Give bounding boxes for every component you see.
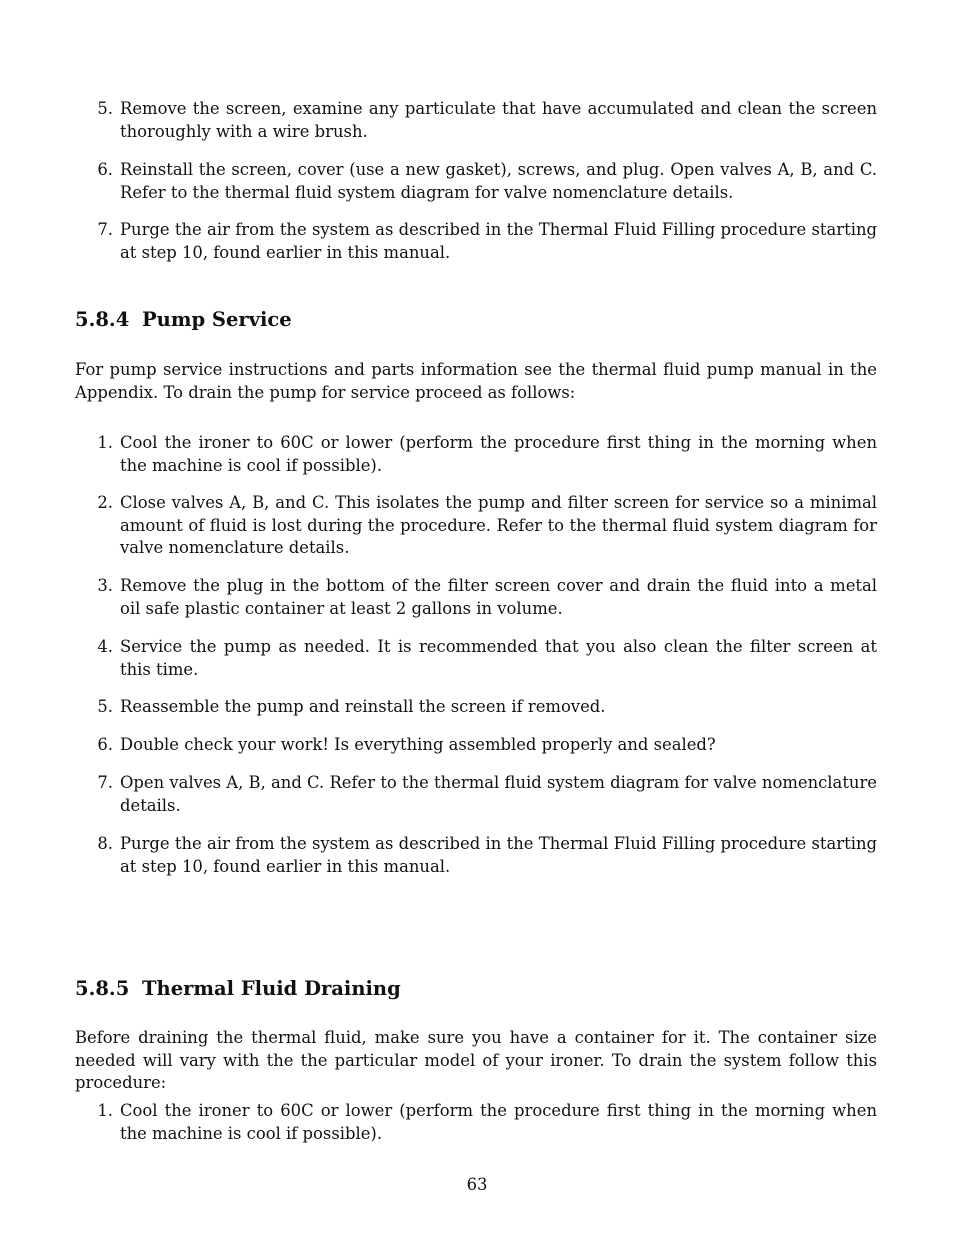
list-item-number: 2. (97, 493, 113, 512)
list-item-text: Reinstall the screen, cover (use a new gasket), screws, and plug. Open valves A, B, and C. Refer to the thermal fluid system diagram for valve nomenclature details. (120, 160, 877, 202)
list-item (75, 636, 877, 681)
list-item-number: 4. (97, 637, 113, 656)
section-intro-paragraph: For pump service instructions and parts information see the thermal fluid pump manual in the Appendix. To drain the pump for service proceed as follows: (75, 360, 877, 402)
list-item (75, 833, 877, 878)
list-item-number: 3. (97, 576, 113, 595)
list-item-number: 7. (97, 220, 113, 239)
list-item-number: 6. (97, 160, 113, 179)
list-item-number: 6. (97, 735, 113, 754)
list-item (75, 1100, 877, 1145)
list-item-text: Purge the air from the system as described in the Thermal Fluid Filling procedure starting at step 10, found earlier in this manual. (120, 834, 877, 876)
list-item-text: Open valves A, B, and C. Refer to the thermal fluid system diagram for valve nomenclature details. (120, 773, 877, 815)
list-item (75, 772, 877, 817)
list-item-text: Reassemble the pump and reinstall the screen if removed. (120, 697, 606, 716)
section-heading-thermal-fluid-draining (75, 977, 877, 1001)
section-number: 5.8.5 (75, 977, 130, 1000)
list-item (75, 734, 877, 757)
list-item-text: Close valves A, B, and C. This isolates the pump and filter screen for service so a minimal amount of fluid is lost during the procedure. Refer to the thermal fluid system diagram for valve nomenclature details. (120, 493, 877, 558)
list-item-number: 5. (97, 99, 113, 118)
list-item (75, 575, 877, 620)
page-number: 63 (466, 1175, 488, 1194)
list-item-number: 8. (97, 834, 113, 853)
list-item (75, 492, 877, 560)
section-heading-pump-service (75, 308, 877, 332)
section-intro-paragraph: Before draining the thermal fluid, make sure you have a container for it. The container size needed will vary with the the particular model of your ironer. To drain the system follow this procedure: (75, 1028, 877, 1093)
list-item-text: Remove the plug in the bottom of the filter screen cover and drain the fluid into a metal oil safe plastic container at least 2 gallons in volume. (120, 576, 877, 618)
section-title: Thermal Fluid Draining (142, 977, 401, 1000)
list-item-number: 1. (97, 1101, 113, 1120)
list-item-text: Service the pump as needed. It is recommended that you also clean the filter screen at this time. (120, 637, 877, 679)
list-item (75, 219, 877, 264)
list-item-number: 7. (97, 773, 113, 792)
list-item-text: Cool the ironer to 60C or lower (perform the procedure first thing in the morning when the machine is cool if possible). (120, 433, 877, 475)
list-item (75, 432, 877, 477)
document-page (75, 0, 877, 1235)
list-item (75, 696, 877, 719)
list-item (75, 98, 877, 143)
list-item-text: Purge the air from the system as described in the Thermal Fluid Filling procedure starting at step 10, found earlier in this manual. (120, 220, 877, 262)
list-item-text: Double check your work! Is everything assembled properly and sealed? (120, 735, 716, 754)
list-item-text: Remove the screen, examine any particulate that have accumulated and clean the screen thoroughly with a wire brush. (120, 99, 877, 141)
section-title: Pump Service (142, 308, 292, 331)
section-number: 5.8.4 (75, 308, 130, 331)
list-item-text: Cool the ironer to 60C or lower (perform the procedure first thing in the morning when the machine is cool if possible). (120, 1101, 877, 1143)
list-item-number: 5. (97, 697, 113, 716)
list-item (75, 159, 877, 204)
list-item-number: 1. (97, 433, 113, 452)
